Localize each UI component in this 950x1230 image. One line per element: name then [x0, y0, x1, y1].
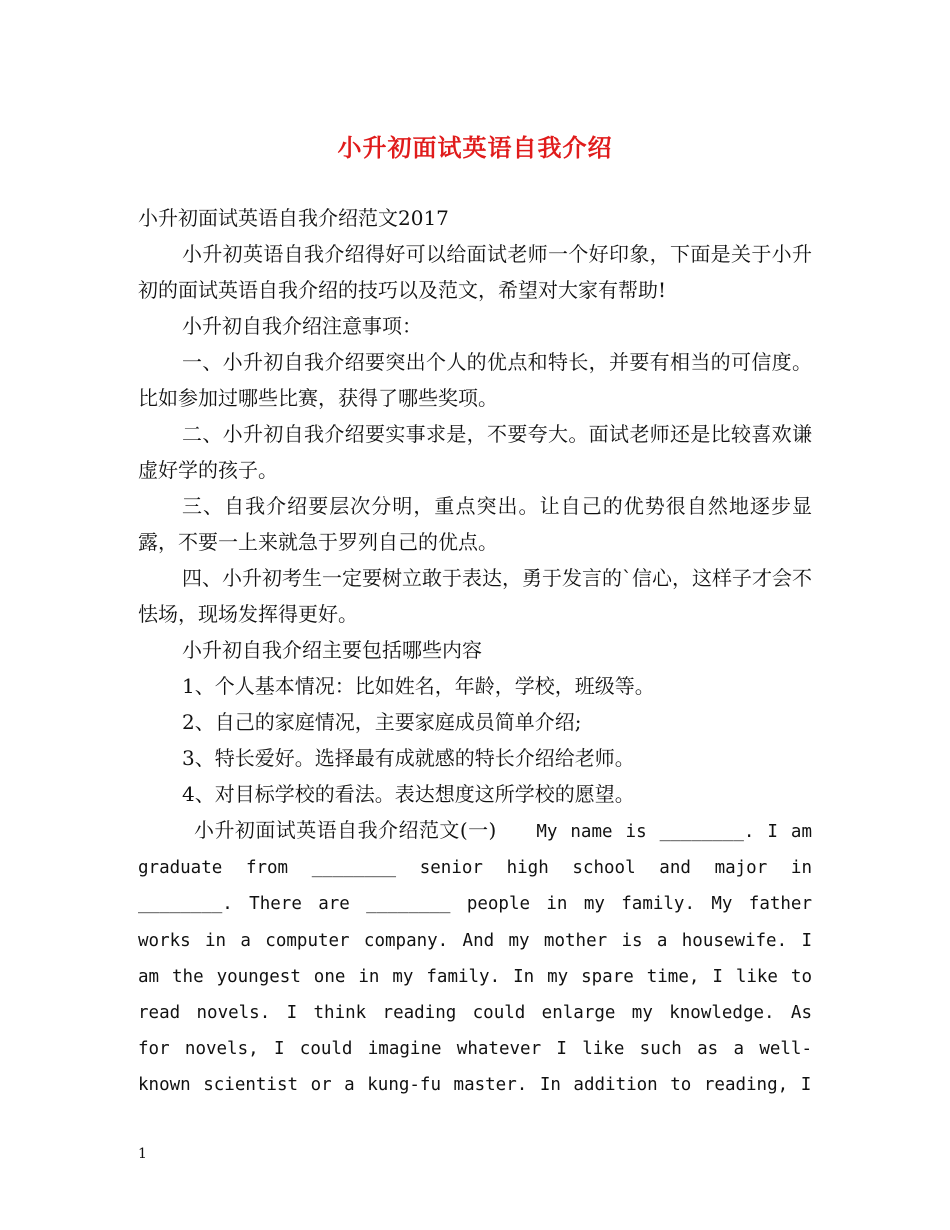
- page-number: 1: [138, 1146, 147, 1162]
- paragraph-content-3: 3、特长爱好。选择最有成就感的特长介绍给老师。: [182, 746, 635, 770]
- sample-text: My name is ________. I am graduate from ________ senior high school and major in ________. There are ________ people in my family. My father works in a computer company. And my mother is a housewife. I am the youngest one in my family. In my spare time, I like to read novels. I think reading could enlarge my knowledge. As for novels, I could imagine whatever I like such as a well-known scientist or a kung-fu master. In addition to reading, I: [138, 822, 812, 1096]
- document-title: 小升初面试英语自我介绍: [337, 133, 613, 162]
- paragraph-content-heading: 小升初自我介绍主要包括哪些内容: [182, 638, 482, 662]
- sample-heading: 小升初面试英语自我介绍范文(一): [194, 818, 497, 842]
- paragraph-notes-heading: 小升初自我介绍注意事项：: [182, 314, 422, 338]
- paragraph-note-3: 三、自我介绍要层次分明，重点突出。让自己的优势很自然地逐步显露，不要一上来就急于罗列自己的优点。: [138, 494, 812, 554]
- paragraph-content-2: 2、自己的家庭情况，主要家庭成员简单介绍;: [182, 710, 582, 734]
- document-body: [138, 200, 812, 1104]
- paragraph-note-1: 一、小升初自我介绍要突出个人的优点和特长，并要有相当的可信度。比如参加过哪些比赛，获得了哪些奖项。: [138, 350, 812, 410]
- paragraph-content-4: 4、对目标学校的看法。表达想度这所学校的愿望。: [182, 782, 635, 806]
- paragraph-note-4: 四、小升初考生一定要树立敢于表达，勇于发言的`信心，这样子才会不怯场，现场发挥得更好。: [138, 566, 812, 626]
- document-subtitle: 小升初面试英语自我介绍范文2017: [138, 206, 449, 230]
- paragraph-intro: 小升初英语自我介绍得好可以给面试老师一个好印象，下面是关于小升初的面试英语自我介绍的技巧以及范文，希望对大家有帮助!: [138, 242, 812, 302]
- sample-essay: [138, 812, 812, 1104]
- paragraph-note-2: 二、小升初自我介绍要实事求是，不要夸大。面试老师还是比较喜欢谦虚好学的孩子。: [138, 422, 812, 482]
- paragraph-content-1: 1、个人基本情况：比如姓名，年龄，学校，班级等。: [182, 674, 655, 698]
